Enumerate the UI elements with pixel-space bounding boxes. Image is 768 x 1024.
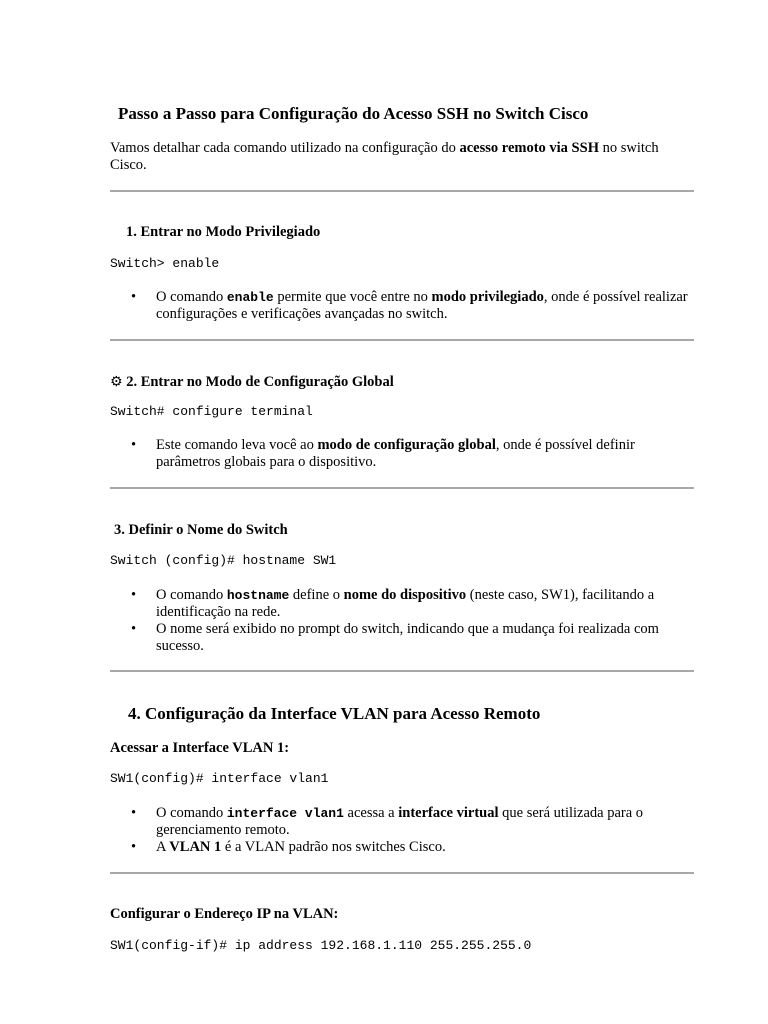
section-4-list [110,805,694,856]
section-2-heading [110,374,394,391]
list-item: • O nome será exibido no prompt do switch, indicando que a mudança foi realizada com sucesso. [110,621,694,655]
divider [110,190,694,192]
code-block-enable: Switch> enable [110,256,220,271]
text: O comando [156,587,227,603]
text: que será utilizada para o gerenciamento remoto. [156,805,644,838]
section-1-heading: 1. Entrar no Modo Privilegiado [126,224,321,240]
bold-text: modo de configuração global [317,437,496,453]
text: A [156,839,170,855]
text: é a VLAN padrão nos switches Cisco. [221,839,446,855]
intro-bold: acesso remoto via SSH [459,140,599,156]
bold-text: VLAN 1 [169,839,222,855]
section-2-heading-text: 2. Entrar no Modo de Configuração Global [126,374,394,390]
divider [110,487,694,489]
subsection-ip-heading: Configurar o Endereço IP na VLAN: [110,906,339,922]
text: define o [289,587,344,603]
text: Este comando leva você ao [156,437,318,453]
bold-text: modo privilegiado [431,289,544,305]
list-item [110,587,694,621]
gear-icon: ⚙ [110,374,123,390]
list-item [110,805,694,839]
text: O comando [156,805,227,821]
list-item [110,289,694,323]
text: , onde é possível definir parâmetros globais para o dispositivo. [156,437,635,470]
divider [110,670,694,672]
list-item [110,437,694,471]
code-block-configure: Switch# configure terminal [110,404,313,419]
text: , onde é possível realizar configurações e verificações avançadas no switch. [156,289,688,322]
bold-text: interface virtual [398,805,499,821]
section-2-list [110,437,694,471]
text: acessa a [343,805,399,821]
bold-text: nome do dispositivo [343,587,467,603]
intro-paragraph [110,140,694,174]
list-item [110,839,694,856]
subsection-vlan-heading: Acessar a Interface VLAN 1: [110,740,290,756]
text: O comando [156,289,227,305]
section-1-list [110,289,694,323]
divider [110,339,694,341]
divider [110,872,694,874]
text: permite que você entre no [273,289,432,305]
inline-code: enable [226,290,274,305]
inline-code: hostname [226,588,290,603]
code-block-hostname: Switch (config)# hostname SW1 [110,553,337,568]
text: (neste caso, SW1), facilitando a identificação na rede. [156,587,655,620]
intro-text-end: no switch Cisco. [110,140,659,173]
code-block-ip-address: SW1(config-if)# ip address 192.168.1.110 255.255.255.0 [110,938,532,953]
section-4-heading: 4. Configuração da Interface VLAN para Acesso Remoto [128,704,541,723]
section-3-list [110,587,694,655]
code-block-interface: SW1(config)# interface vlan1 [110,771,329,786]
inline-code: interface vlan1 [226,806,344,821]
intro-text: Vamos detalhar cada comando utilizado na configuração do [110,140,460,156]
section-3-heading: 3. Definir o Nome do Switch [114,522,288,538]
page-title: Passo a Passo para Configuração do Acesso SSH no Switch Cisco [118,104,589,123]
